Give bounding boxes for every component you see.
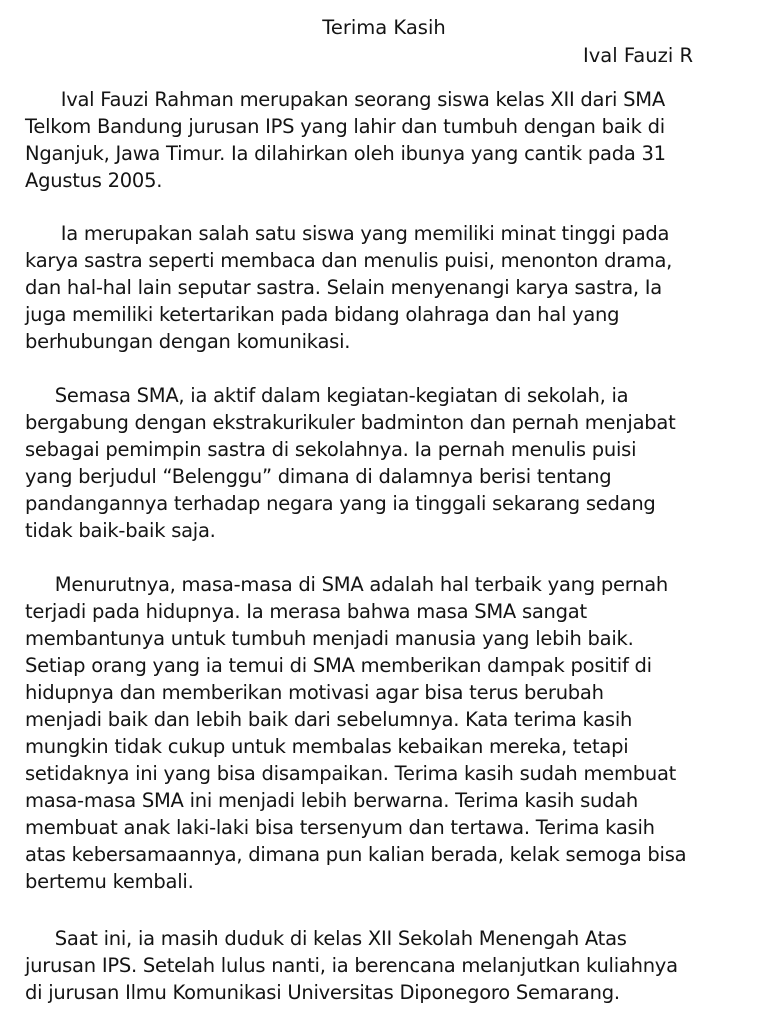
paragraph-line: hidupnya dan memberikan motivasi agar bisa terus berubah bbox=[25, 681, 604, 704]
paragraph-line: membuat anak laki-laki bisa tersenyum dan tertawa. Terima kasih bbox=[25, 816, 655, 839]
paragraph-line: Ival Fauzi Rahman merupakan seorang siswa kelas XII dari SMA bbox=[25, 88, 665, 111]
paragraph-line: setidaknya ini yang bisa disampaikan. Terima kasih sudah membuat bbox=[25, 762, 677, 785]
paragraph-line: yang berjudul “Belenggu” dimana di dalamnya berisi tentang bbox=[25, 465, 612, 488]
paragraph-3 bbox=[25, 382, 753, 544]
paragraph-line: atas kebersamaannya, dimana pun kalian berada, kelak semoga bisa bbox=[25, 843, 687, 866]
paragraph-line: Ia merupakan salah satu siswa yang memiliki minat tinggi pada bbox=[25, 222, 670, 245]
paragraph-line: terjadi pada hidupnya. Ia merasa bahwa masa SMA sangat bbox=[25, 600, 587, 623]
paragraph-line: Setiap orang yang ia temui di SMA memberikan dampak positif di bbox=[25, 654, 652, 677]
paragraph-1 bbox=[25, 86, 753, 194]
paragraph-line: karya sastra seperti membaca dan menulis puisi, menonton drama, bbox=[25, 249, 673, 272]
document-title: Terima Kasih bbox=[322, 16, 446, 39]
paragraph-line: bergabung dengan ekstrakurikuler badminton dan pernah menjabat bbox=[25, 411, 676, 434]
paragraph-line: bertemu kembali. bbox=[25, 870, 194, 893]
paragraph-line: dan hal-hal lain seputar sastra. Selain menyenangi karya sastra, Ia bbox=[25, 276, 662, 299]
paragraph-line: Telkom Bandung jurusan IPS yang lahir dan tumbuh dengan baik di bbox=[25, 115, 665, 138]
paragraph-line: Saat ini, ia masih duduk di kelas XII Sekolah Menengah Atas bbox=[25, 927, 627, 950]
paragraph-line: juga memiliki ketertarikan pada bidang olahraga dan hal yang bbox=[25, 303, 620, 326]
paragraph-line: Nganjuk, Jawa Timur. Ia dilahirkan oleh ibunya yang cantik pada 31 bbox=[25, 142, 666, 165]
paragraph-line: Semasa SMA, ia aktif dalam kegiatan-kegiatan di sekolah, ia bbox=[25, 384, 629, 407]
paragraph-2 bbox=[25, 220, 753, 355]
paragraph-line: Agustus 2005. bbox=[25, 169, 163, 192]
paragraph-line: mungkin tidak cukup untuk membalas kebaikan mereka, tetapi bbox=[25, 735, 629, 758]
paragraph-line: tidak baik-baik saja. bbox=[25, 519, 216, 542]
paragraph-line: pandangannya terhadap negara yang ia tinggali sekarang sedang bbox=[25, 492, 656, 515]
paragraph-4 bbox=[25, 571, 753, 895]
paragraph-line: menjadi baik dan lebih baik dari sebelumnya. Kata terima kasih bbox=[25, 708, 633, 731]
paragraph-line: berhubungan dengan komunikasi. bbox=[25, 330, 351, 353]
paragraph-line: di jurusan Ilmu Komunikasi Universitas Diponegoro Semarang. bbox=[25, 981, 620, 1004]
paragraph-line: jurusan IPS. Setelah lulus nanti, ia berencana melanjutkan kuliahnya bbox=[25, 954, 678, 977]
author-name: Ival Fauzi R bbox=[583, 44, 693, 67]
paragraph-line: membantunya untuk tumbuh menjadi manusia yang lebih baik. bbox=[25, 627, 634, 650]
paragraph-line: Menurutnya, masa-masa di SMA adalah hal terbaik yang pernah bbox=[25, 573, 669, 596]
paragraph-line: masa-masa SMA ini menjadi lebih berwarna. Terima kasih sudah bbox=[25, 789, 639, 812]
paragraph-5 bbox=[25, 925, 753, 1006]
paragraph-line: sebagai pemimpin sastra di sekolahnya. Ia pernah menulis puisi bbox=[25, 438, 637, 461]
